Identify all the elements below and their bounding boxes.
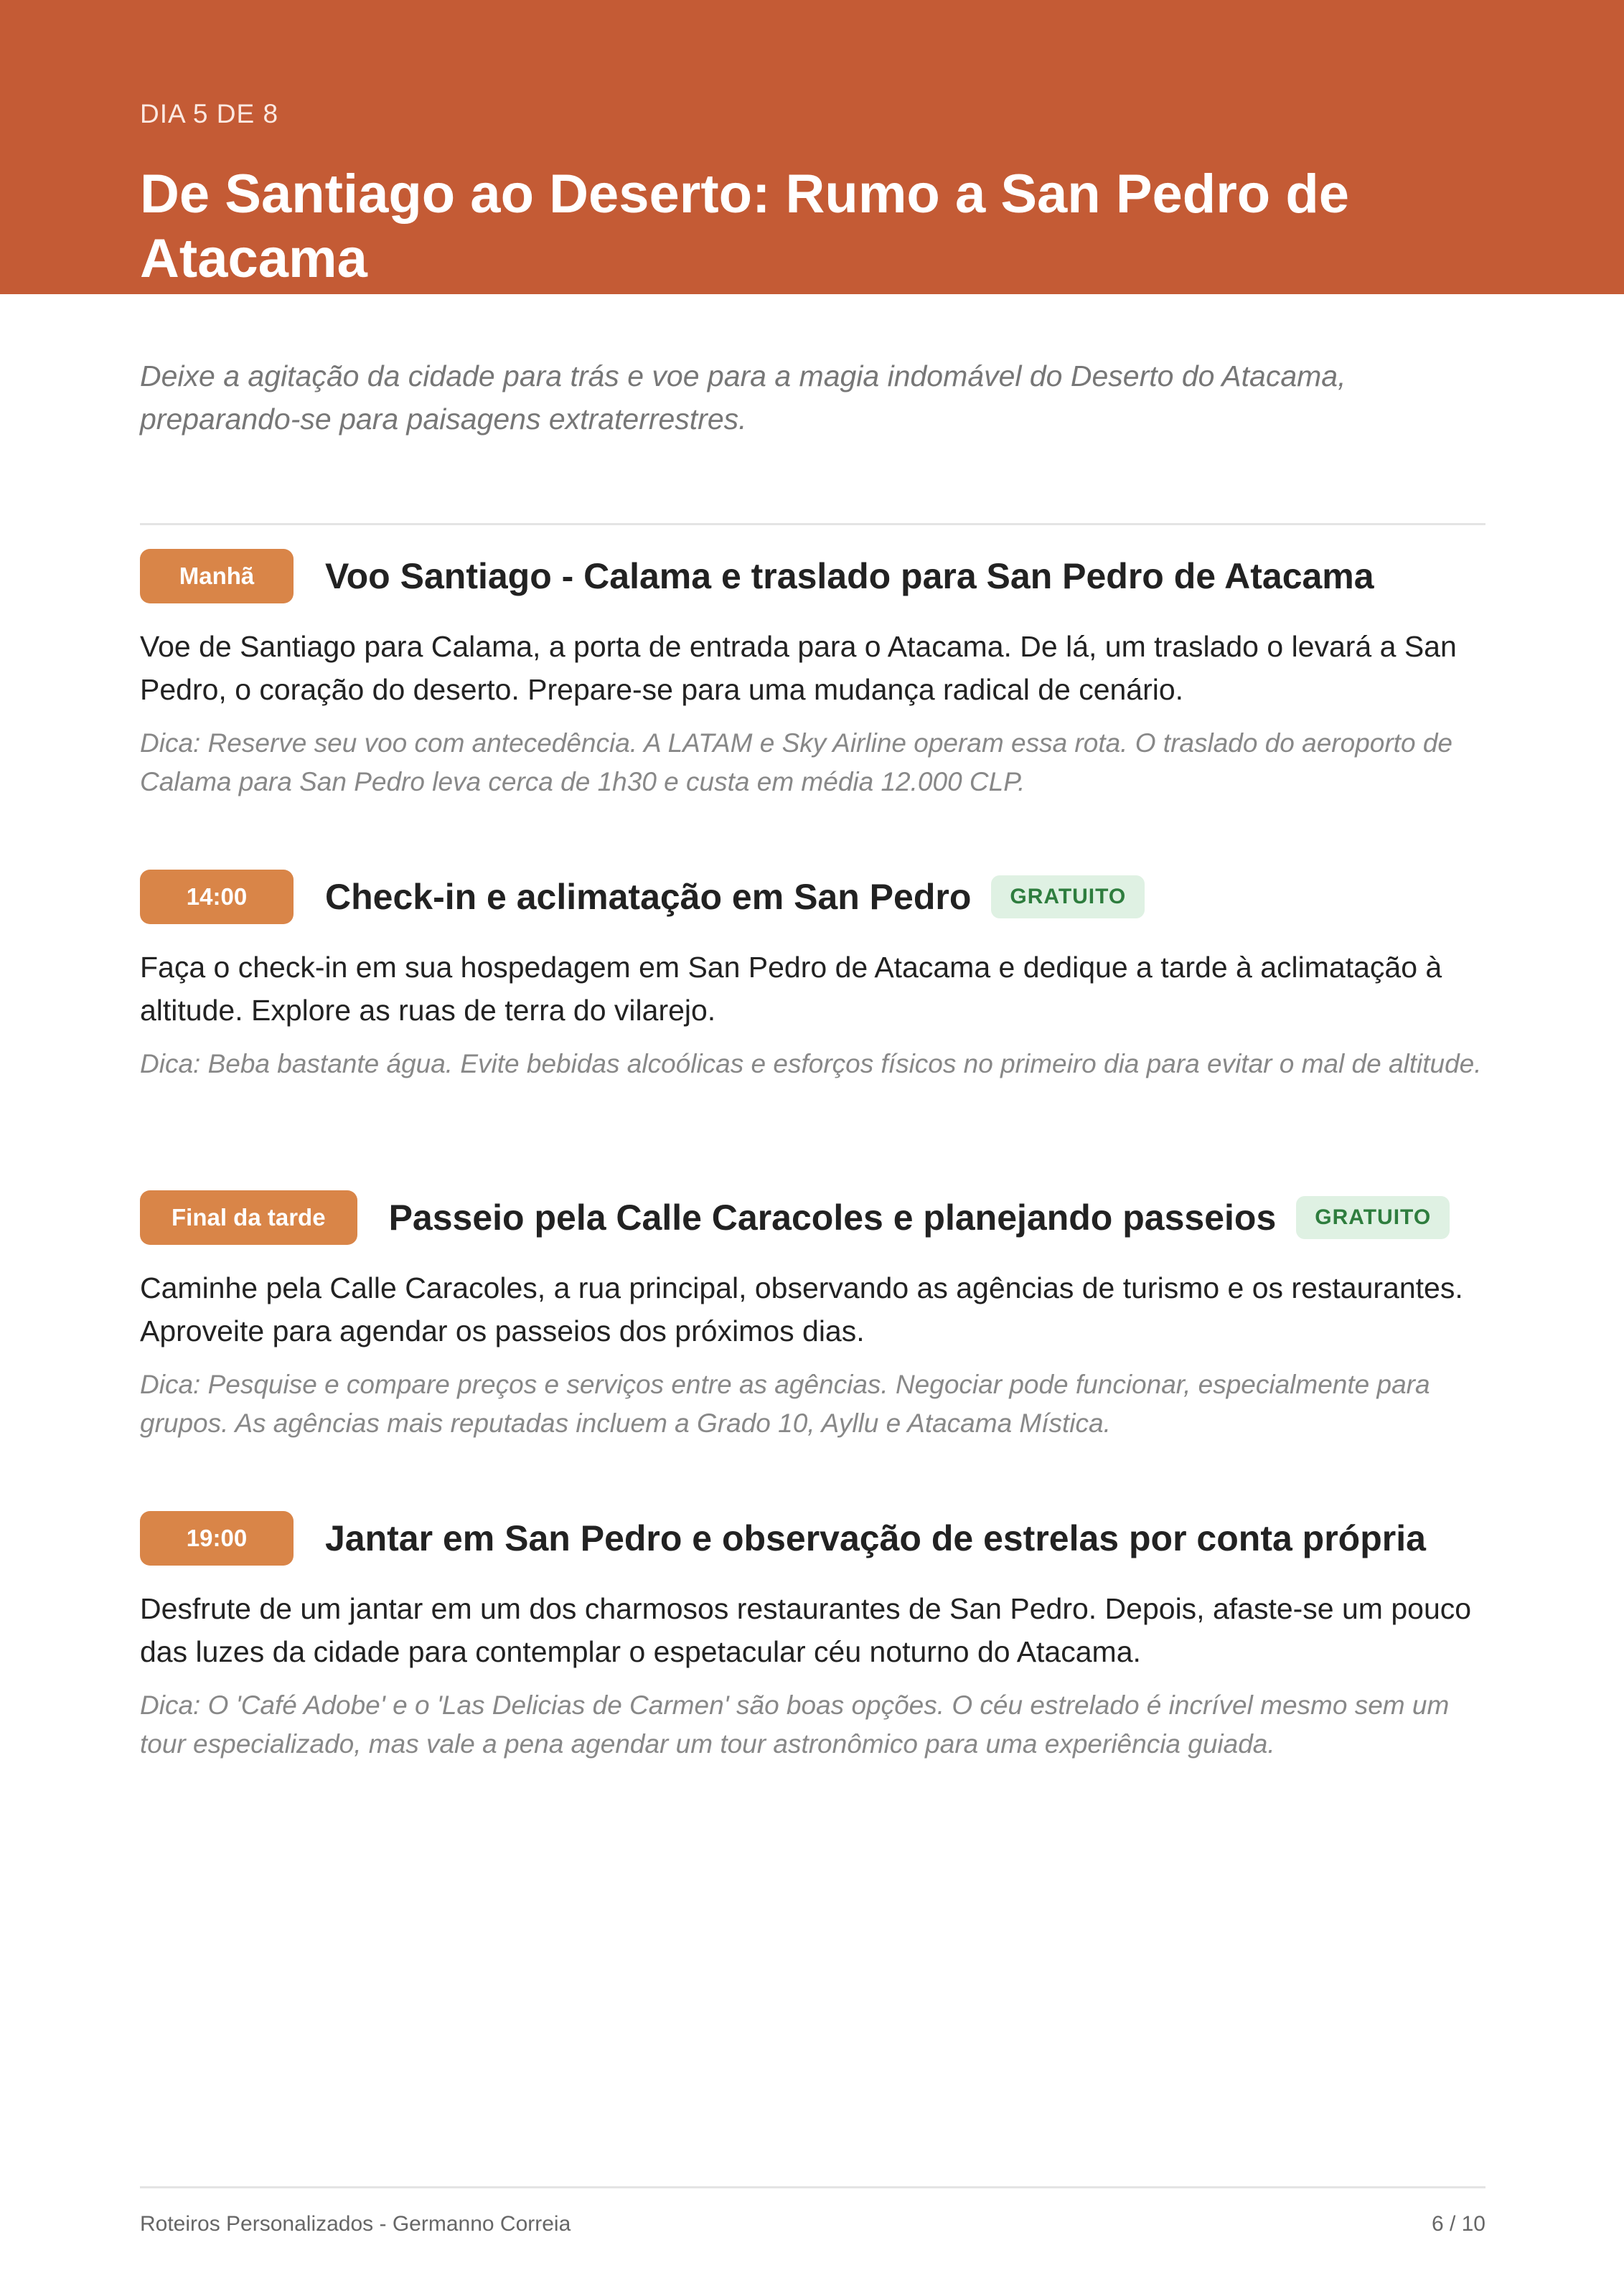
activity-item <box>140 870 1496 1190</box>
day-label: DIA 5 DE 8 <box>140 99 279 128</box>
activity-header <box>140 870 1496 924</box>
activity-header <box>140 1511 1496 1566</box>
free-badge: GRATUITO <box>1296 1196 1450 1239</box>
day-intro: Deixe a agitação da cidade para trás e voe para a magia indomável do Deserto do Atacama, preparando-se para paisagens extraterrestres. <box>140 359 1346 436</box>
activity-item <box>140 549 1496 870</box>
footer-credit: Roteiros Personalizados - Germanno Correia <box>140 2212 571 2236</box>
time-badge: Manhã <box>140 549 294 603</box>
activity-title: Check-in e aclimatação em San Pedro <box>325 877 972 917</box>
free-badge: GRATUITO <box>991 875 1145 918</box>
activity-description: Desfrute de um jantar em um dos charmosos restaurantes de San Pedro. Depois, afaste-se um pouco das luzes da cidade para contemplar o espetacular céu noturno do Atacama. <box>140 1592 1472 1668</box>
time-badge: 14:00 <box>140 870 294 924</box>
section-divider <box>140 523 1485 525</box>
activity-title: Passeio pela Calle Caracoles e planejando passeios <box>388 1198 1277 1238</box>
activity-tip: Dica: Beba bastante água. Evite bebidas alcoólicas e esforços físicos no primeiro dia para evitar o mal de altitude. <box>140 1049 1482 1078</box>
time-badge: 19:00 <box>140 1511 294 1566</box>
activity-tip: Dica: Reserve seu voo com antecedência. A LATAM e Sky Airline operam essa rota. O traslado do aeroporto de Calama para San Pedro leva cerca de 1h30 e custa em média 12.000 CLP. <box>140 728 1452 796</box>
day-header <box>0 0 1624 294</box>
footer-divider <box>140 2186 1485 2188</box>
activity-list <box>140 549 1496 1832</box>
day-title: De Santiago ao Deserto: Rumo a San Pedro de Atacama <box>140 164 1350 289</box>
activity-tip: Dica: O 'Café Adobe' e o 'Las Delicias de Carmen' são boas opções. O céu estrelado é incrível mesmo sem um tour especializado, mas vale a pena agendar um tour astronômico para uma experiência guiada. <box>140 1690 1450 1759</box>
activity-item <box>140 1511 1496 1832</box>
page-number: 6 / 10 <box>1431 2212 1485 2236</box>
activity-header <box>140 549 1496 603</box>
activity-description: Faça o check-in em sua hospedagem em San Pedro de Atacama e dedique a tarde à aclimatação à altitude. Explore as ruas de terra do vilarejo. <box>140 951 1442 1027</box>
activity-title: Jantar em San Pedro e observação de estrelas por conta própria <box>325 1518 1426 1558</box>
activity-title: Voo Santiago - Calama e traslado para San Pedro de Atacama <box>325 556 1374 596</box>
activity-item <box>140 1190 1496 1511</box>
activity-description: Voe de Santiago para Calama, a porta de entrada para o Atacama. De lá, um traslado o levará a San Pedro, o coração do deserto. Prepare-se para uma mudança radical de cenário. <box>140 630 1457 706</box>
activity-header <box>140 1190 1496 1245</box>
activity-tip: Dica: Pesquise e compare preços e serviços entre as agências. Negociar pode funcionar, especialmente para grupos. As agências mais reputadas incluem a Grado 10, Ayllu e Atacama Mística. <box>140 1370 1430 1438</box>
activity-description: Caminhe pela Calle Caracoles, a rua principal, observando as agências de turismo e os restaurantes. Aproveite para agendar os passeios dos próximos dias. <box>140 1271 1463 1347</box>
time-badge: Final da tarde <box>140 1190 357 1245</box>
